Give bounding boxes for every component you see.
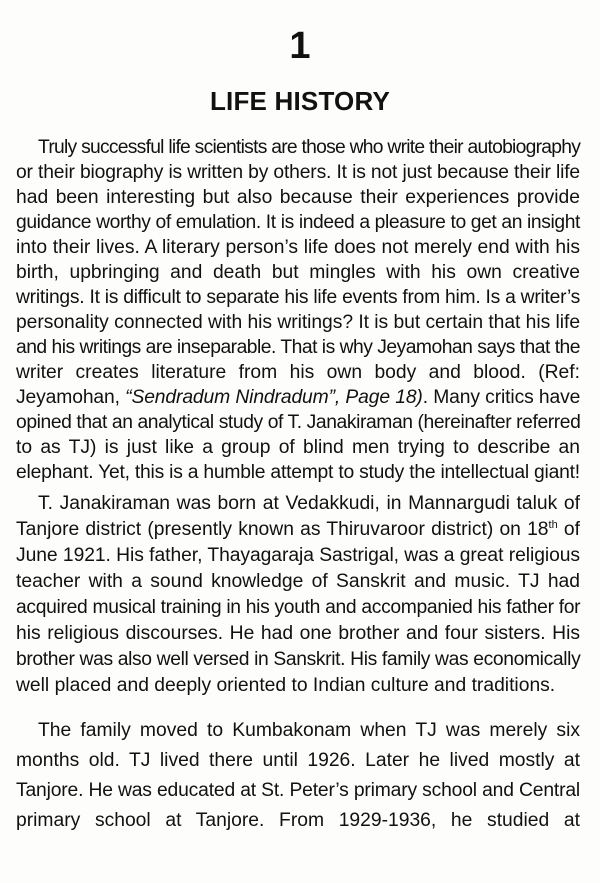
text-line-with-citation	[16, 385, 580, 411]
text-line: had been interesting but also because their experiences provide	[16, 187, 580, 208]
text-line: T. Janakiraman was born at Vedakkudi, in Mannargudi taluk of	[38, 493, 580, 514]
text-line: acquired musical training in his youth and accompanied his father for	[16, 597, 581, 618]
text-line: months old. TJ lived there until 1926. Later he lived mostly at	[16, 750, 580, 771]
text-line: or their biography is written by others. It is not just because their life	[16, 162, 580, 183]
text-line: well placed and deeply oriented to Indian culture and traditions.	[16, 675, 556, 696]
text-line: Tanjore. He was educated at St. Peter’s primary school and Central	[16, 780, 580, 801]
text-line: opined that an analytical study of T. Janakiraman (hereinafter referred	[16, 412, 581, 433]
text-line: personality connected with his writings? It is but certain that his life	[16, 312, 580, 333]
line-text: of	[557, 519, 580, 540]
line-text: Jeyamohan,	[16, 387, 126, 408]
text-line: brother was also well versed in Sanskrit. His family was economically	[16, 649, 581, 670]
ordinal-superscript: th	[548, 519, 558, 531]
text-line: birth, upbringing and death but mingles with his own creative	[16, 262, 580, 283]
text-line: elephant. Yet, this is a humble attempt to study the intellectual giant!	[16, 462, 580, 483]
text-line: primary school at Tanjore. From 1929-1936, he studied at	[16, 810, 580, 831]
text-line: June 1921. His father, Thayagaraja Sastrigal, was a great religious	[16, 545, 580, 566]
line-text: Tanjore district (presently known as Thiruvaroor district) on 18	[16, 519, 549, 540]
text-line: and his writings are inseparable. That is why Jeyamohan says that the	[16, 337, 580, 358]
text-line: into their lives. A literary person’s life does not merely end with his	[16, 237, 580, 258]
text-line: writings. It is difficult to separate his life events from him. Is a writer’s	[16, 287, 581, 308]
text-line-with-superscript	[16, 517, 580, 543]
chapter-title: LIFE HISTORY	[209, 86, 391, 116]
citation-italic: “Sendradum Nindradum”, Page 18)	[125, 387, 423, 408]
text-line: to as TJ) is just like a group of blind men trying to describe an	[16, 437, 580, 458]
line-text: . Many critics have	[422, 387, 581, 408]
text-line: his religious discourses. He had one brother and four sisters. His	[16, 623, 580, 644]
text-line: writer creates literature from his own body and blood. (Ref:	[16, 362, 580, 383]
text-line: teacher with a sound knowledge of Sanskrit and music. TJ had	[16, 571, 580, 592]
chapter-number: 1	[289, 25, 311, 67]
text-line: guidance worthy of emulation. It is indeed a pleasure to get an insight	[16, 212, 580, 233]
text-line: The family moved to Kumbakonam when TJ was merely six	[38, 720, 580, 741]
text-line: Truly successful life scientists are those who write their autobiography	[38, 137, 581, 158]
